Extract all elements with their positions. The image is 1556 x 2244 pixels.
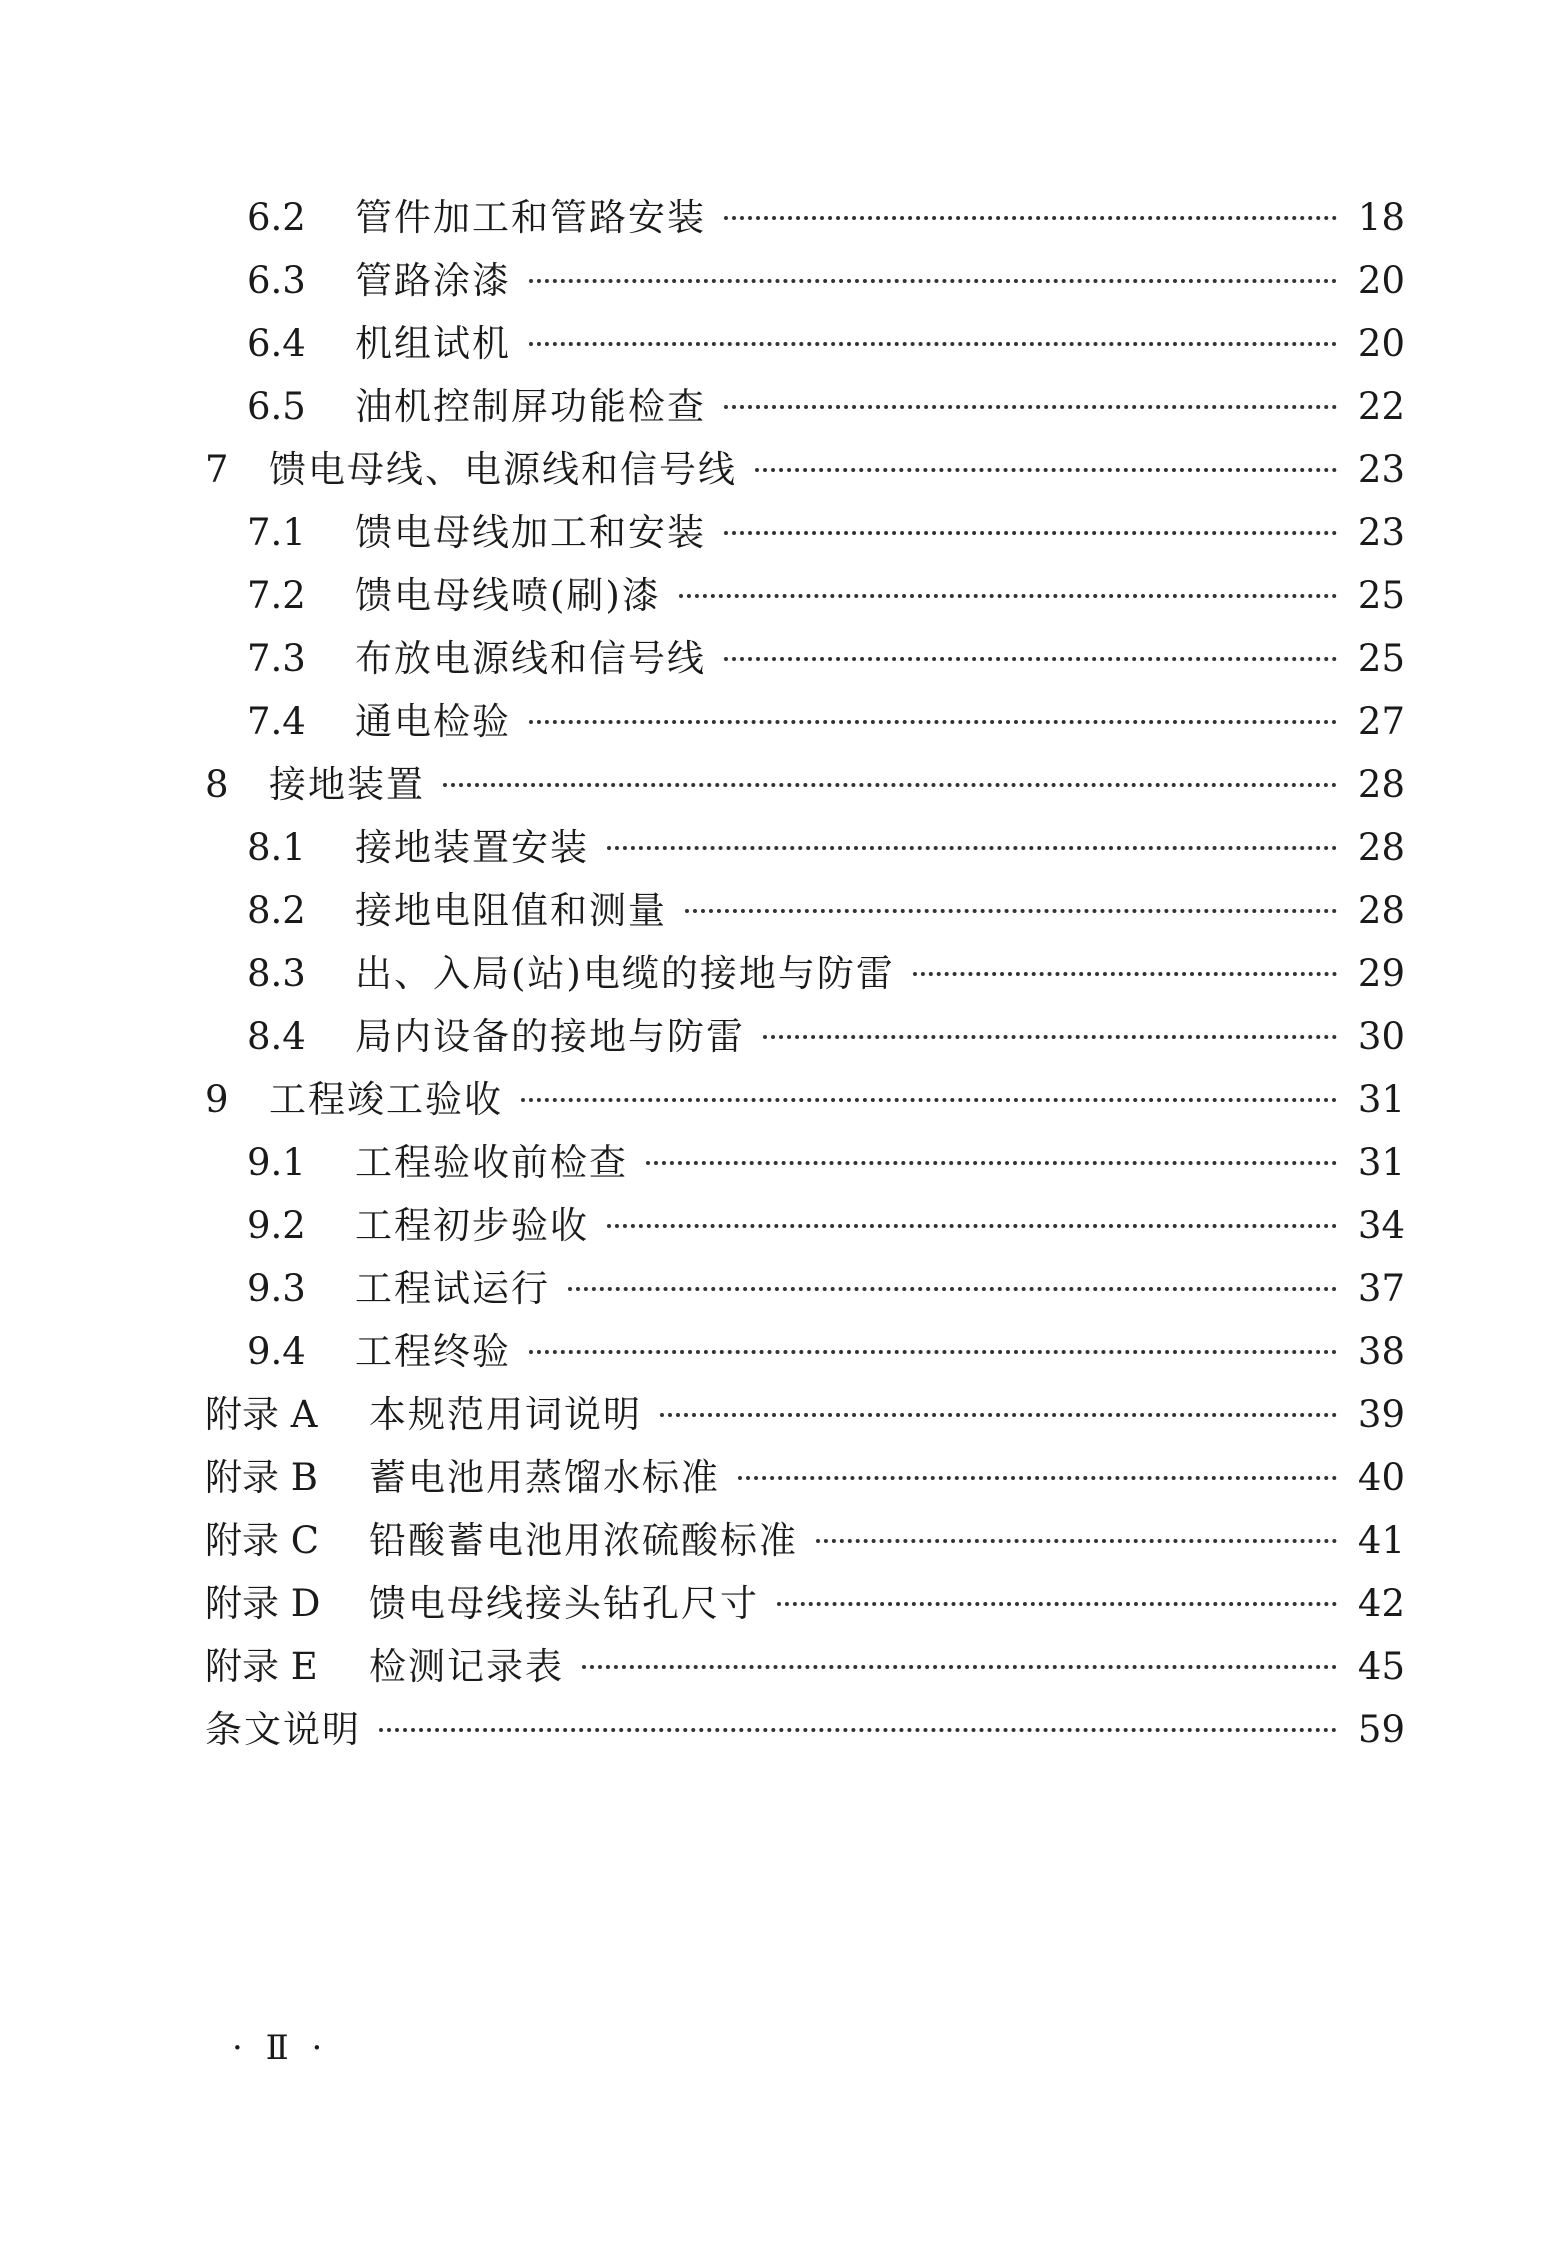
toc-entry-title: 油机控制屏功能检查 [355, 385, 706, 428]
toc-chapter[interactable] [205, 753, 1405, 816]
toc-entry[interactable] [205, 564, 1405, 627]
toc-entry[interactable] [205, 1257, 1405, 1320]
toc-entry-number: 8.2 [247, 889, 306, 932]
toc-entry-title: 馈电母线接头钻孔尺寸 [369, 1582, 759, 1625]
toc-entry-page: 37 [1357, 1267, 1405, 1310]
dot-leader [724, 405, 1337, 409]
dot-leader [913, 972, 1337, 976]
toc-appendix[interactable] [205, 1446, 1405, 1509]
dot-leader [679, 594, 1337, 598]
dot-leader [582, 1665, 1337, 1669]
toc-entry-number: 附录 A [205, 1393, 318, 1436]
toc-entry-page: 20 [1357, 259, 1405, 302]
toc-entry-title: 工程试运行 [355, 1267, 550, 1310]
dot-leader [724, 657, 1337, 661]
page-number: · Ⅱ · [232, 2028, 329, 2068]
toc-entry[interactable] [205, 1698, 1405, 1761]
toc-appendix[interactable] [205, 1509, 1405, 1572]
toc-entry-title: 管路涂漆 [355, 259, 511, 302]
toc-entry-page: 45 [1357, 1645, 1405, 1688]
toc-entry[interactable] [205, 501, 1405, 564]
toc-entry-number: 9 [205, 1078, 229, 1121]
toc-entry[interactable] [205, 312, 1405, 375]
toc-entry-number: 附录 D [205, 1582, 321, 1625]
toc-entry[interactable] [205, 816, 1405, 879]
toc-entry-page: 29 [1357, 952, 1405, 995]
dot-leader [529, 342, 1337, 346]
toc-entry-page: 41 [1357, 1519, 1405, 1562]
dot-leader [607, 1224, 1337, 1228]
toc-entry-page: 38 [1357, 1330, 1405, 1373]
toc-entry[interactable] [205, 1005, 1405, 1068]
toc-entry-page: 31 [1357, 1078, 1405, 1121]
toc-entry-title: 接地装置安装 [355, 826, 589, 869]
toc-entry-number: 附录 C [205, 1519, 320, 1562]
toc-entry-page: 40 [1357, 1456, 1405, 1499]
toc-entry-title: 馈电母线、电源线和信号线 [269, 448, 737, 491]
dot-leader [529, 720, 1337, 724]
toc-entry-number: 6.3 [247, 259, 306, 302]
dot-leader [777, 1602, 1337, 1606]
toc-entry-number: 9.1 [247, 1141, 306, 1184]
toc-entry[interactable] [205, 375, 1405, 438]
toc-entry-title: 管件加工和管路安装 [355, 196, 706, 239]
toc-entry[interactable] [205, 186, 1405, 249]
toc-entry-page: 42 [1357, 1582, 1405, 1625]
toc-entry-title: 工程竣工验收 [269, 1078, 503, 1121]
toc-entry-page: 25 [1357, 574, 1405, 617]
toc-entry[interactable] [205, 690, 1405, 753]
toc-entry-title: 馈电母线加工和安装 [355, 511, 706, 554]
dot-leader [443, 783, 1337, 787]
dot-leader [646, 1161, 1337, 1165]
dot-leader [724, 216, 1337, 220]
toc-entry-page: 31 [1357, 1141, 1405, 1184]
dot-leader [379, 1728, 1337, 1732]
toc-entry[interactable] [205, 1194, 1405, 1257]
toc-entry-title: 出、入局(站)电缆的接地与防雷 [355, 952, 895, 995]
dot-leader [755, 468, 1337, 472]
toc-chapter[interactable] [205, 438, 1405, 501]
dot-leader [763, 1035, 1337, 1039]
toc-appendix[interactable] [205, 1635, 1405, 1698]
toc-entry[interactable] [205, 249, 1405, 312]
dot-leader [816, 1539, 1337, 1543]
toc-entry-title: 接地电阻值和测量 [355, 889, 667, 932]
toc-entry-number: 9.3 [247, 1267, 306, 1310]
dot-leader [568, 1287, 1337, 1291]
dot-leader [660, 1413, 1337, 1417]
dot-leader [529, 1350, 1337, 1354]
toc-entry-number: 7.2 [247, 574, 306, 617]
toc-entry-number: 8.3 [247, 952, 306, 995]
toc-entry-page: 34 [1357, 1204, 1405, 1247]
toc-entry-page: 39 [1357, 1393, 1405, 1436]
toc-entry-title: 布放电源线和信号线 [355, 637, 706, 680]
toc-entry-title: 工程初步验收 [355, 1204, 589, 1247]
toc-entry[interactable] [205, 627, 1405, 690]
toc-entry-page: 28 [1357, 763, 1405, 806]
toc-entry-title: 检测记录表 [369, 1645, 564, 1688]
toc-entry-page: 18 [1357, 196, 1405, 239]
toc-entry-number: 9.4 [247, 1330, 306, 1373]
toc-appendix[interactable] [205, 1383, 1405, 1446]
toc-entry-title: 通电检验 [355, 700, 511, 743]
toc-entry-title: 馈电母线喷(刷)漆 [355, 574, 661, 617]
toc-entry-title: 本规范用词说明 [369, 1393, 642, 1436]
dot-leader [738, 1476, 1337, 1480]
toc-entry-page: 23 [1357, 448, 1405, 491]
toc-entry-page: 28 [1357, 889, 1405, 932]
toc-entry-number: 8 [205, 763, 229, 806]
toc-entry-title: 铅酸蓄电池用浓硫酸标准 [369, 1519, 798, 1562]
dot-leader [529, 279, 1337, 283]
toc-entry-number: 6.5 [247, 385, 306, 428]
table-of-contents [205, 186, 1405, 1761]
toc-entry-page: 20 [1357, 322, 1405, 365]
toc-entry[interactable] [205, 942, 1405, 1005]
toc-entry-title: 机组试机 [355, 322, 511, 365]
toc-entry[interactable] [205, 1131, 1405, 1194]
dot-leader [685, 909, 1337, 913]
toc-entry-number: 7.3 [247, 637, 306, 680]
toc-entry-page: 23 [1357, 511, 1405, 554]
toc-entry-number: 9.2 [247, 1204, 306, 1247]
toc-entry-number: 7.4 [247, 700, 306, 743]
toc-chapter[interactable] [205, 1068, 1405, 1131]
toc-entry-number: 8.4 [247, 1015, 306, 1058]
toc-entry[interactable] [205, 879, 1405, 942]
toc-entry-title: 工程验收前检查 [355, 1141, 628, 1184]
toc-entry-title: 条文说明 [205, 1708, 361, 1751]
toc-entry-page: 27 [1357, 700, 1405, 743]
toc-entry[interactable] [205, 1320, 1405, 1383]
toc-entry-page: 28 [1357, 826, 1405, 869]
toc-entry-page: 30 [1357, 1015, 1405, 1058]
toc-entry-number: 7 [205, 448, 229, 491]
dot-leader [607, 846, 1337, 850]
toc-entry-number: 6.2 [247, 196, 306, 239]
toc-entry-page: 25 [1357, 637, 1405, 680]
toc-entry-title: 工程终验 [355, 1330, 511, 1373]
dot-leader [724, 531, 1337, 535]
toc-entry-number: 附录 E [205, 1645, 318, 1688]
toc-entry-page: 59 [1357, 1708, 1405, 1751]
toc-entry-number: 附录 B [205, 1456, 318, 1499]
toc-entry-page: 22 [1357, 385, 1405, 428]
toc-entry-number: 6.4 [247, 322, 306, 365]
toc-appendix[interactable] [205, 1572, 1405, 1635]
toc-entry-number: 7.1 [247, 511, 306, 554]
toc-entry-number: 8.1 [247, 826, 306, 869]
dot-leader [521, 1098, 1337, 1102]
toc-entry-title: 局内设备的接地与防雷 [355, 1015, 745, 1058]
toc-entry-title: 蓄电池用蒸馏水标准 [369, 1456, 720, 1499]
toc-entry-title: 接地装置 [269, 763, 425, 806]
